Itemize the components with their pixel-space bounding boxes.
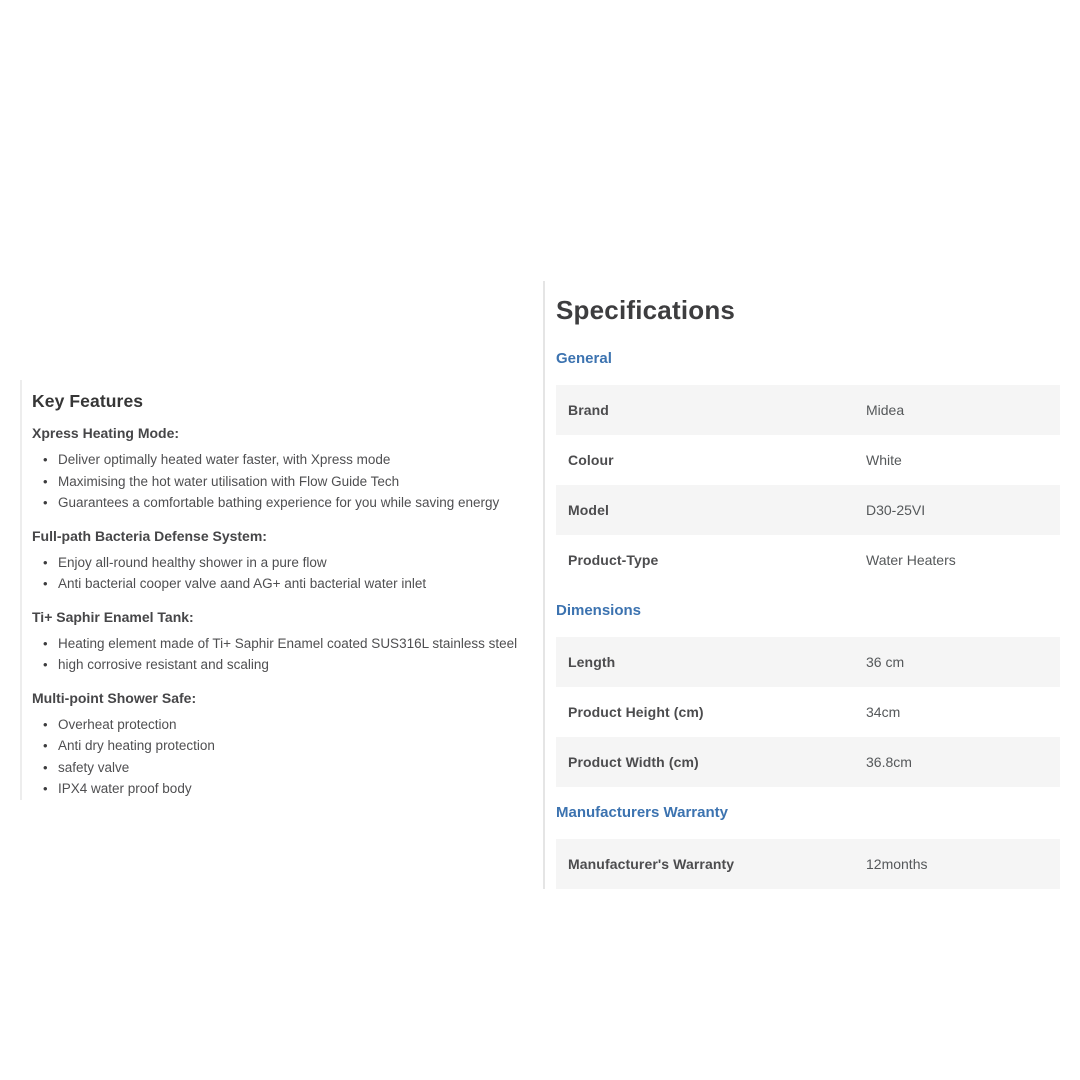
bullet-icon: • — [43, 738, 48, 753]
feature-list — [32, 449, 544, 514]
feature-list — [32, 633, 544, 676]
feature-group — [32, 608, 544, 676]
list-item — [32, 757, 544, 779]
list-item — [32, 778, 544, 800]
key-features-panel — [20, 380, 544, 800]
feature-group-heading: Ti+ Saphir Enamel Tank: — [32, 608, 194, 625]
list-item-text: safety valve — [58, 759, 130, 775]
spec-table-warranty — [556, 839, 1060, 889]
bullet-icon: • — [43, 452, 48, 467]
feature-group-heading: Multi-point Shower Safe: — [32, 689, 197, 706]
table-row — [556, 737, 1060, 787]
spec-label: Product Width (cm) — [568, 754, 699, 770]
table-row — [556, 385, 1060, 435]
spec-label: Manufacturer's Warranty — [568, 856, 735, 872]
spec-value: 36.8cm — [866, 754, 912, 770]
bullet-icon: • — [43, 781, 48, 796]
list-item — [32, 471, 544, 493]
list-item-text: Guarantees a comfortable bathing experience for you while saving energy — [58, 495, 500, 510]
bullet-icon: • — [43, 576, 48, 591]
spec-label: Brand — [568, 402, 609, 418]
list-item — [32, 492, 544, 514]
specifications-panel — [543, 281, 1080, 889]
spec-value: White — [866, 452, 902, 468]
list-item — [32, 654, 544, 676]
spec-label: Product Height (cm) — [568, 704, 704, 720]
spec-label: Colour — [568, 452, 614, 468]
table-row — [556, 637, 1060, 687]
spec-value: D30-25VI — [866, 502, 926, 518]
bullet-icon: • — [43, 657, 48, 672]
bullet-icon: • — [43, 473, 48, 489]
feature-group-heading: Full-path Bacteria Defense System: — [32, 527, 267, 544]
section-link-manufacturers-warranty[interactable]: Manufacturers Warranty — [556, 804, 728, 821]
list-item-text: Deliver optimally heated water faster, with Xpress mode — [58, 452, 391, 467]
list-item — [32, 573, 544, 595]
bullet-icon: • — [43, 495, 48, 510]
list-item-text: Anti bacterial cooper valve aand AG+ anti bacterial water inlet — [58, 576, 427, 591]
spec-value: 12months — [866, 856, 928, 872]
feature-group — [32, 424, 544, 514]
spec-table-general — [556, 385, 1060, 585]
section-link-dimensions[interactable]: Dimensions — [556, 602, 642, 619]
list-item-text: Anti dry heating protection — [58, 738, 215, 753]
list-item-text: Overheat protection — [58, 716, 177, 732]
spec-value: Water Heaters — [866, 552, 956, 568]
feature-group — [32, 689, 544, 800]
spec-value: 34cm — [866, 704, 901, 720]
key-features-title: Key Features — [32, 391, 144, 411]
list-item — [32, 449, 544, 471]
list-item-text: Enjoy all-round healthy shower in a pure flow — [58, 554, 327, 570]
table-row — [556, 535, 1060, 585]
list-item-text: high corrosive resistant and scaling — [58, 657, 269, 672]
specifications-title: Specifications — [556, 295, 736, 325]
feature-list — [32, 714, 544, 800]
bullet-icon: • — [43, 759, 48, 775]
spec-label: Length — [568, 654, 616, 670]
bullet-icon: • — [43, 635, 48, 651]
section-link-general[interactable]: General — [556, 350, 612, 367]
spec-label: Product-Type — [568, 552, 659, 568]
list-item-text: Heating element made of Ti+ Saphir Enamel coated SUS316L stainless steel — [58, 635, 518, 651]
spec-table-dimensions — [556, 637, 1060, 787]
table-row — [556, 839, 1060, 889]
feature-group — [32, 527, 544, 595]
feature-list — [32, 552, 544, 595]
list-item — [32, 633, 544, 655]
list-item — [32, 714, 544, 736]
table-row — [556, 485, 1060, 535]
spec-label: Model — [568, 502, 609, 518]
list-item — [32, 735, 544, 757]
feature-group-heading: Xpress Heating Mode: — [32, 425, 180, 441]
spec-value: 36 cm — [866, 654, 905, 670]
table-row — [556, 435, 1060, 485]
list-item — [32, 552, 544, 574]
list-item-text: IPX4 water proof body — [58, 781, 192, 796]
bullet-icon: • — [43, 554, 48, 570]
spec-value: Midea — [866, 402, 905, 418]
bullet-icon: • — [43, 716, 48, 732]
list-item-text: Maximising the hot water utilisation with Flow Guide Tech — [58, 473, 400, 489]
table-row — [556, 687, 1060, 737]
